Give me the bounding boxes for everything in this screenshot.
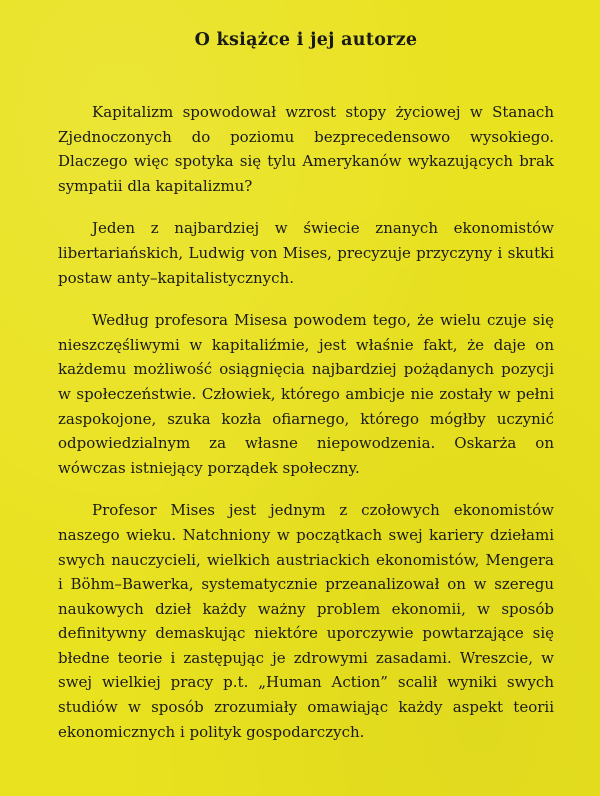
paragraph-1: Kapitalizm spowodował wzrost stopy życiowej w Stanach Zjednoczonych do poziomu bezprecedensowo wysokiego. Dlaczego więc spotyka się tylu Amerykanów wykazujących brak sympatii dla kapitalizmu? xyxy=(58,103,554,195)
paragraph-3: Według profesora Misesa powodem tego, że wielu czuje się nieszczęśliwymi w kapitaliźmie, jest właśnie fakt, że daje on każdemu możliwość osiągnięcia najbardziej pożądanych pozycji w społeczeństwie. Człowiek, którego ambicje nie zostały w pełni zaspokojone, szuka kozła ofiarnego, którego mógłby uczynić odpowiedzialnym za własne niepowodzenia. Oskarża on wówczas istniejący porządek społeczny. xyxy=(58,311,554,477)
page-title: O książce i jej autorze xyxy=(194,30,418,50)
paragraph-4: Profesor Mises jest jednym z czołowych ekonomistów naszego wieku. Natchniony w początkach swej kariery dziełami swych nauczycieli, wielkich austriackich ekonomistów, Mengera i Böhm–Bawerka, systematycznie przeanalizował on w szeregu naukowych dzieł każdy ważny problem ekonomii, w sposób definitywny demaskując niektóre uporczywie powtarzające się błedne teorie i zastępując je zdrowymi zasadami. Wreszcie, w swej wielkiej pracy p.t. „Human Action” scalił wyniki swych studiów w sposób zrozumiały omawiając każdy aspekt teorii ekonomicznych i polityk gospodarczych. xyxy=(58,501,554,741)
paragraph-2: Jeden z najbardziej w świecie znanych ekonomistów libertariańskich, Ludwig von Mises, precyzuje przyczyny i skutki postaw anty–kapitalistycznych. xyxy=(58,219,554,287)
